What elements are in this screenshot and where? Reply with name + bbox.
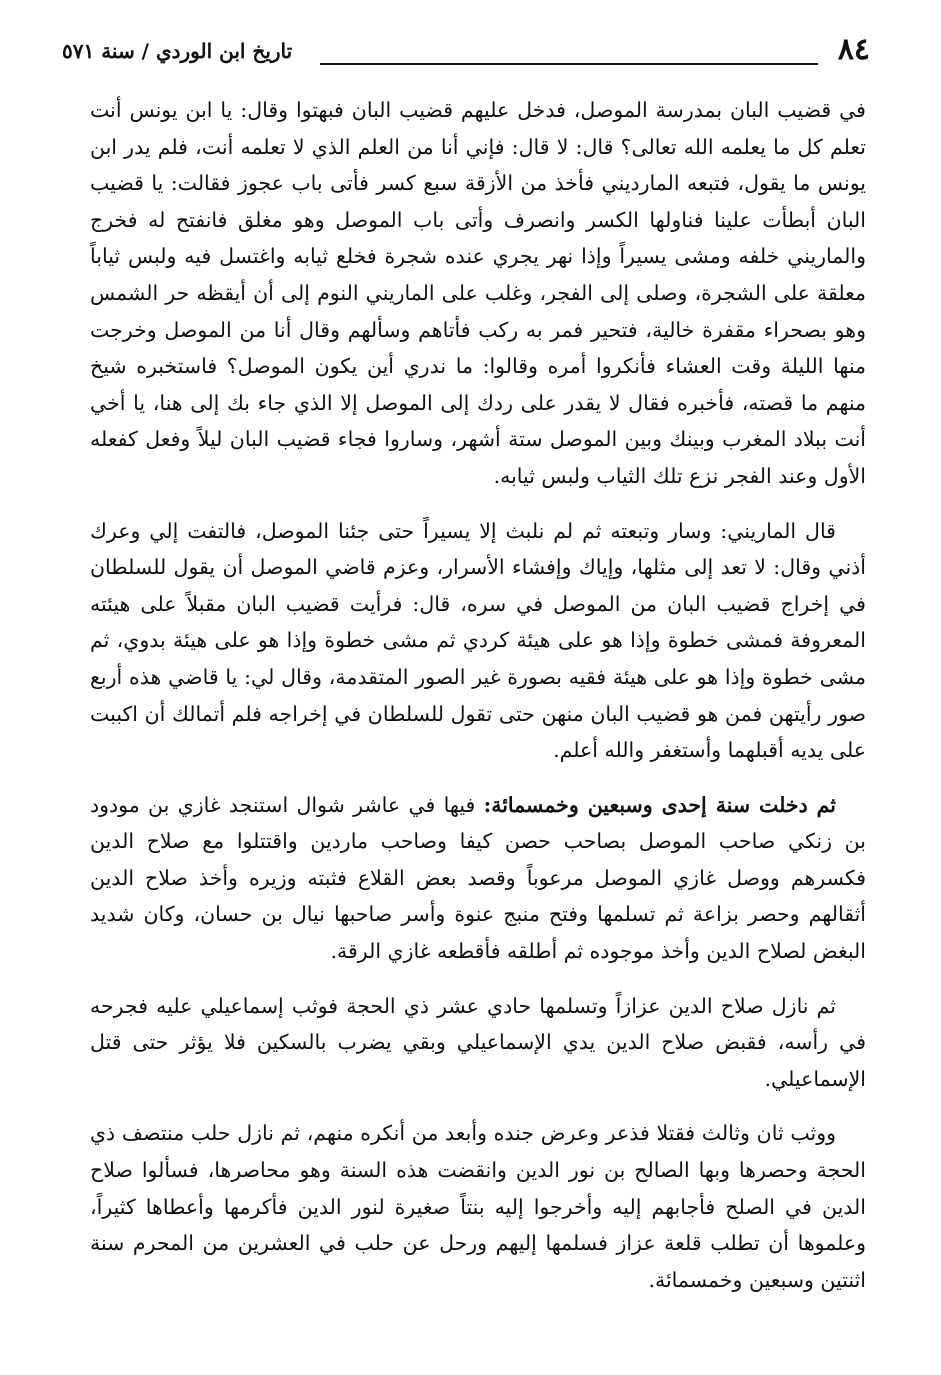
- page-number: ٨٤: [837, 32, 870, 67]
- header-rule: [320, 63, 818, 65]
- paragraph-text: ووثب ثان وثالث فقتلا فذعر وعرض جنده وأبعد من أنكره منهم، ثم نازل حلب منتصف ذي الحجة وحصرها وبها الصالح بن نور الدين وانقضت هذه السنة وهو محاصرها، فسألوا صلاح الدين في الصلح فأجابهم إليه وأخرجوا إليه بنتاً صغيرة لنور الدين فأكرمها وأعطاها كثيراً، وعلموها أن تطلب قلعة عزاز فسلمها إليهم ورحل عن حلب في العشرين من المحرم سنة اثنتين وسبعين وخمسمائة.: [90, 1121, 866, 1292]
- body-text: [90, 92, 866, 1316]
- paragraph: [90, 513, 866, 769]
- paragraph-text: فيها في عاشر شوال استنجد غازي بن مودود بن زنكي صاحب الموصل بصاحب حصن كيفا وصاحب ماردين واقتتلوا مع صلاح الدين فكسرهم ووصل غازي الموصل مرعوباً وقصد بعض القلاع فثبته وزيره وأخذ صلاح الدين أثقالهم وحصر بزاعة ثم تسلمها وفتح منبج عنوة وأسر صاحبها نيال بن حسان، وكان شديد البغض لصلاح الدين وأخذ موجوده ثم أطلقه فأقطعه غازي الرقة.: [90, 792, 866, 964]
- paragraph: [90, 1115, 866, 1298]
- year-heading: ثم دخلت سنة إحدى وسبعين وخمسمائة:: [483, 792, 836, 817]
- paragraph-text: ثم نازل صلاح الدين عزازاً وتسلمها حادي عشر ذي الحجة فوثب إسماعيلي عليه فجرحه في رأسه، فقبض صلاح الدين يدي الإسماعيلي وبقي يضرب بالسكين فلا يؤثر حتى قتل الإسماعيلي.: [90, 993, 866, 1091]
- paragraph: [90, 988, 866, 1098]
- paragraph-text: في قضيب البان بمدرسة الموصل، فدخل عليهم قضيب البان فبهتوا وقال: يا ابن يونس أنت تعلم كل ما يعلمه الله تعالى؟ قال: لا قال: فإني أنا من العلم الذي لا تعلمه أنت، فلم يدر ابن يونس ما يقول، فتبعه المارديني فأخذ من الأزقة سبع كسر فأتى باب عجوز فقالت: يا قضيب البان أبطأت علينا فناولها الكسر وانصرف وأتى باب الموصل وهو مغلق فانفتح له فخرج والماريني خلفه ومشى يسيراً وإذا نهر يجري عنده شجرة فخلع ثيابه واغتسل فيه ولبس ثياباً معلقة على الشجرة، وصلى إلى الفجر، وغلب على الماريني النوم إلى أن أيقظه حر الشمس وهو بصحراء مقفرة خالية، فتحير فمر به ركب فأتاهم وسألهم وقال أنا من الموصل وخرجت منها الليلة وقت العشاء فأنكروا أمره وقالوا: ما ندري أين يكون الموصل؟ فاستخبره شيخ منهم ما قصته، فأخبره فقال لا يقدر على ردك إلى الموصل إلا الذي جاء بك إلى هنا، يا أخي أنت ببلاد المغرب وبينك وبين الموصل ستة أشهر، وساروا فجاء قضيب البان ليلاً وفعل كفعله الأول وعند الفجر نزع تلك الثياب ولبس ثيابه.: [90, 98, 866, 488]
- paragraph-text: قال الماريني: وسار وتبعته ثم لم نلبث إلا يسيراً حتى جئنا الموصل، فالتفت إلي وعرك أذني وقال: لا تعد إلى مثلها، وإياك وإفشاء الأسرار، وعزم قاضي الموصل أن يقول للسلطان في إخراج قضيب البان من الموصل في سره، قال: فرأيت قضيب البان مقبلاً على هيئته المعروفة فمشى خطوة وإذا هو على هيئة كردي ثم مشى خطوة وإذا هو على هيئة بدوي، ثم مشى خطوة وإذا هو على هيئة فقيه بصورة غير الصور المتقدمة، وقال لي: يا قاضي هذه أربع صور رأيتهن فمن هو قضيب البان منهن حتى تقول للسلطان في إخراجه فلم أتمالك أن اكببت على يديه أقبلهما وأستغفر والله أعلم.: [90, 518, 866, 763]
- running-title: تاريخ ابن الوردي / سنة ٥٧١: [62, 39, 293, 63]
- paragraph: [90, 92, 866, 495]
- page-header: [62, 30, 870, 70]
- paragraph: [90, 787, 866, 970]
